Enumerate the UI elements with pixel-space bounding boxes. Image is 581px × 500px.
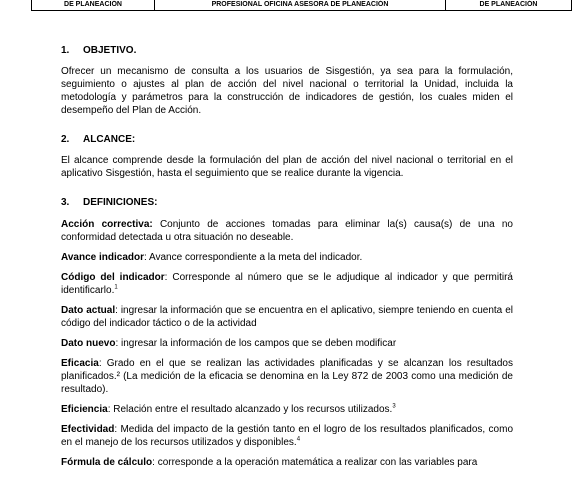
section-alcance (61, 133, 513, 180)
document-header-table (31, 0, 572, 11)
document-body (61, 44, 513, 476)
section-paragraph: Ofrecer un mecanismo de consulta a los usuarios de Sisgestión, ya sea para la formulación, seguimiento o ajustes al plan de acción del nivel nacional o territorial la Unidad, incluida la metodología y parámetros para la construcción de indicadores de gestión, los cuales miden el desempeño del Plan de Acción. (61, 66, 513, 116)
definition-item (61, 251, 513, 264)
definition-item (61, 337, 513, 350)
definition-item (61, 218, 513, 244)
definition-text: : ingresar la información de los campos que se deben modificar (115, 338, 397, 349)
definition-text: : Avance correspondiente a la meta del indicador. (144, 252, 363, 263)
definition-term: Eficiencia (61, 404, 108, 415)
header-cell-left: DE PLANEACIÓN (32, 0, 155, 10)
header-cell-right: DE PLANEACIÓN (479, 1, 538, 8)
section-definiciones (61, 196, 513, 469)
definition-item (61, 403, 513, 416)
definition-item (61, 304, 513, 330)
section-title: ALCANCE: (83, 134, 136, 145)
definition-term: Fórmula de cálculo (61, 457, 153, 468)
definition-item (61, 423, 513, 449)
definition-term: Efectividad (61, 424, 115, 435)
definition-text: : Grado en el que se realizan las actividades planificadas y se alcanzan los resultados planificados.² (La medición de la eficacia se denomina en la Ley 872 de 2003 como una medición de resultado). (61, 358, 513, 395)
footnote-marker: 4 (296, 436, 301, 443)
footnote-marker: 1 (114, 284, 118, 291)
definition-term: Dato actual (61, 305, 116, 316)
definition-item (61, 456, 513, 469)
definition-text: : Medida del impacto de la gestión tanto en el logro de los resultados planificados, como en el manejo de los recursos utilizados y disponibles. (61, 424, 513, 448)
section-objetivo (61, 44, 513, 117)
section-title: DEFINICIONES: (83, 197, 158, 208)
definition-term: Acción correctiva: (61, 219, 153, 230)
definition-text: : Relación entre el resultado alcanzado y los recursos utilizados. (107, 404, 393, 415)
section-number: 2. (61, 134, 70, 145)
section-number: 1. (61, 45, 70, 56)
definition-text: : ingresar la información que se encuentra en el aplicativo, siempre teniendo en cuenta el código del indicador táctico o de la actividad (61, 305, 513, 329)
definition-item (61, 357, 513, 396)
section-heading (61, 44, 513, 57)
section-heading (61, 133, 513, 146)
footnote-marker: 3 (392, 403, 396, 410)
section-heading (61, 196, 513, 209)
definition-text: Conjunto de acciones tomadas para eliminar la(s) causa(s) de una no conformidad detectada u otra situación no deseable. (61, 219, 513, 243)
definition-term: Código del indicador (61, 272, 165, 283)
definition-term: Avance indicador (61, 252, 144, 263)
section-number: 3. (61, 197, 70, 208)
definition-term: Dato nuevo (61, 338, 116, 349)
section-title: OBJETIVO. (83, 45, 137, 56)
section-paragraph: El alcance comprende desde la formulación del plan de acción del nivel nacional o territorial en el aplicativo Sisgestión, hasta el seguimiento que se realice durante la vigencia. (61, 155, 513, 179)
definition-text: : Corresponde al número que se le adjudique al indicador y que permitirá identificarlo. (61, 272, 513, 296)
definition-text: : corresponde a la operación matemática a realizar con las variables para (152, 457, 478, 468)
header-cell-middle: PROFESIONAL OFICINA ASESORA DE PLANEACIÓN (155, 0, 446, 10)
definition-term: Eficacia (61, 358, 99, 369)
definition-item (61, 271, 513, 297)
